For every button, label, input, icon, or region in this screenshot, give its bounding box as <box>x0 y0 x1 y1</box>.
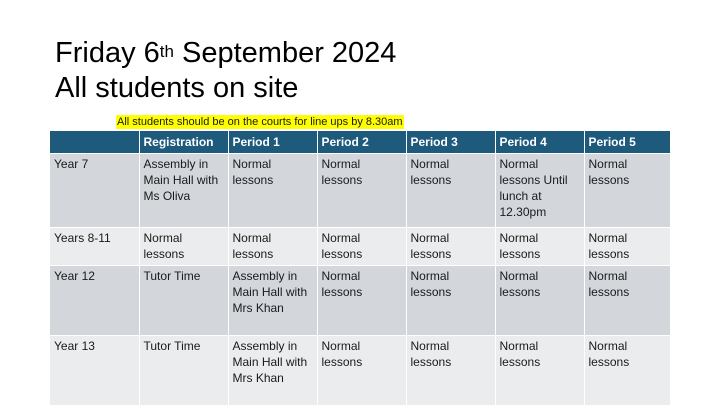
table-cell: Normal lessons Until lunch at 12.30pm <box>495 153 584 227</box>
table-cell: Normal lessons <box>228 153 317 227</box>
table-cell: Normal lessons <box>406 227 495 265</box>
highlight-note: All students should be on the courts for line ups by 8.30am <box>117 116 403 128</box>
table-cell: Normal lessons <box>317 335 406 405</box>
table-cell: Year 12 <box>50 265 139 335</box>
title-date-ordinal: th <box>159 42 174 61</box>
title-date-suffix: September 2024 <box>173 37 397 69</box>
table-cell: Assembly in Main Hall with Mrs Khan <box>228 335 317 405</box>
table-cell: Normal lessons <box>584 265 670 335</box>
page-title <box>55 36 396 106</box>
table-cell: Year 13 <box>50 335 139 405</box>
table-cell: Normal lessons <box>139 227 228 265</box>
header-cell: Registration <box>139 131 228 153</box>
table-header-row <box>50 131 670 153</box>
table-cell: Normal lessons <box>317 265 406 335</box>
table-cell: Tutor Time <box>139 335 228 405</box>
table-cell: Normal lessons <box>317 227 406 265</box>
table-row <box>50 265 670 335</box>
table-cell: Assembly in Main Hall with Ms Oliva <box>139 153 228 227</box>
table-cell: Year 7 <box>50 153 139 227</box>
table-cell: Assembly in Main Hall with Mrs Khan <box>228 265 317 335</box>
header-cell: Period 5 <box>584 131 670 153</box>
table-cell: Normal lessons <box>406 335 495 405</box>
table-cell: Years 8-11 <box>50 227 139 265</box>
table-row <box>50 227 670 265</box>
header-cell: Period 4 <box>495 131 584 153</box>
table-cell: Normal lessons <box>406 265 495 335</box>
title-subheading: All students on site <box>55 72 299 104</box>
table-cell: Normal lessons <box>317 153 406 227</box>
table-cell: Tutor Time <box>139 265 228 335</box>
table-cell: Normal lessons <box>495 265 584 335</box>
header-cell: Period 3 <box>406 131 495 153</box>
table-cell: Normal lessons <box>584 227 670 265</box>
title-date-prefix: Friday 6 <box>55 37 160 69</box>
table-cell: Normal lessons <box>406 153 495 227</box>
table-cell: Normal lessons <box>584 153 670 227</box>
table-row <box>50 153 670 227</box>
schedule-table <box>50 131 670 405</box>
table-cell: Normal lessons <box>228 227 317 265</box>
table-row <box>50 335 670 405</box>
table-cell: Normal lessons <box>584 335 670 405</box>
header-cell: Period 2 <box>317 131 406 153</box>
header-cell <box>50 131 139 153</box>
header-cell: Period 1 <box>228 131 317 153</box>
table-cell: Normal lessons <box>495 335 584 405</box>
table-cell: Normal lessons <box>495 227 584 265</box>
